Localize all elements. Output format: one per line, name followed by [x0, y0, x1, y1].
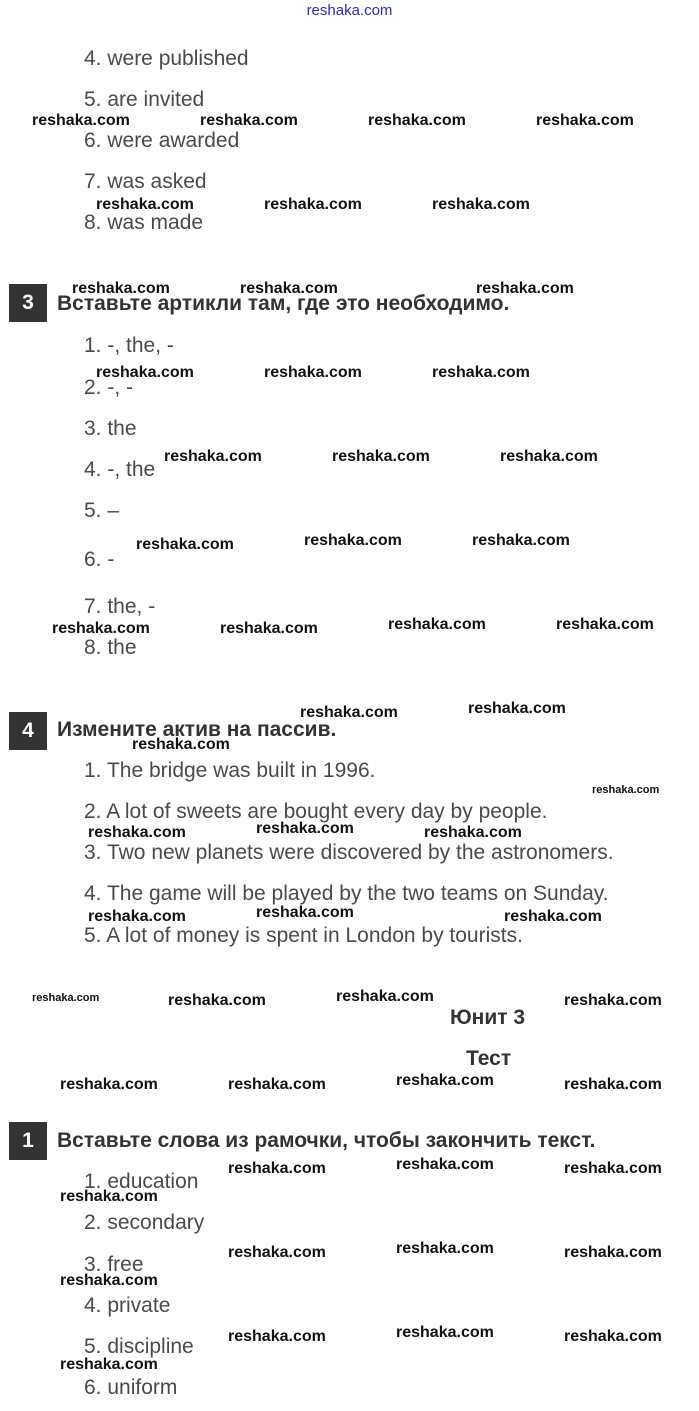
answer-item: 6. were awarded [84, 129, 240, 152]
watermark-text: reshaka.com [88, 824, 186, 841]
watermark-text: reshaka.com [264, 196, 362, 213]
answer-item: 3. the [84, 417, 137, 440]
watermark-text: reshaka.com [132, 736, 230, 753]
watermark-text: reshaka.com [592, 784, 660, 796]
watermark-text: reshaka.com [300, 704, 398, 721]
watermark-text: reshaka.com [396, 1240, 494, 1257]
answer-item: 4. were published [84, 47, 249, 70]
watermark-text: reshaka.com [536, 112, 634, 129]
watermark-text: reshaka.com [96, 196, 194, 213]
answer-item: 2. -, - [84, 376, 134, 399]
answer-item: 5. discipline [84, 1335, 194, 1358]
section-number-badge: 3 [9, 284, 47, 322]
section-number-badge: 1 [9, 1122, 47, 1160]
watermark-text: reshaka.com [472, 532, 570, 549]
watermark-text: reshaka.com [264, 364, 362, 381]
section-title: Вставьте артикли там, где это необходимо. [57, 292, 510, 315]
answer-item: 5. A lot of money is spent in London by tourists. [84, 924, 523, 947]
watermark-text: reshaka.com [556, 616, 654, 633]
watermark-text: reshaka.com [396, 1072, 494, 1089]
watermark-text: reshaka.com [564, 1076, 662, 1093]
watermark-text: reshaka.com [228, 1160, 326, 1177]
unit-title: Юнит 3 [450, 1006, 526, 1029]
watermark-text: reshaka.com [332, 448, 430, 465]
answer-item: 5. are invited [84, 88, 205, 111]
watermark-text: reshaka.com [60, 1356, 158, 1373]
section-title: Измените актив на пассив. [57, 718, 337, 741]
unit-subtitle: Тест [466, 1047, 512, 1070]
watermark-text: reshaka.com [500, 448, 598, 465]
answer-item: 6. - [84, 548, 115, 571]
watermark-text: reshaka.com [564, 1328, 662, 1345]
watermark-text: reshaka.com [564, 1244, 662, 1261]
answer-item: 5. – [84, 499, 120, 522]
watermark-text: reshaka.com [468, 700, 566, 717]
answer-item: 4. The game will be played by the two teams on Sunday. [84, 882, 609, 905]
answer-item: 1. -, the, - [84, 334, 174, 357]
answer-item: 2. A lot of sweets are bought every day by people. [84, 800, 548, 823]
answer-item: 6. uniform [84, 1376, 178, 1399]
answer-item: 8. the [84, 636, 137, 659]
watermark-text: reshaka.com [32, 112, 130, 129]
site-header[interactable]: reshaka.com [306, 2, 393, 19]
watermark-text: reshaka.com [432, 364, 530, 381]
watermark-text: reshaka.com [256, 820, 354, 837]
answer-item: 1. education [84, 1170, 199, 1193]
answer-item: 7. was asked [84, 170, 207, 193]
watermark-text: reshaka.com [396, 1156, 494, 1173]
watermark-text: reshaka.com [60, 1188, 158, 1205]
answer-item: 8. was made [84, 211, 204, 234]
watermark-text: reshaka.com [256, 904, 354, 921]
section-number-badge: 4 [9, 712, 47, 750]
watermark-text: reshaka.com [304, 532, 402, 549]
watermark-text: reshaka.com [72, 280, 170, 297]
answer-item: 4. private [84, 1294, 171, 1317]
watermark-text: reshaka.com [96, 364, 194, 381]
watermark-text: reshaka.com [336, 988, 434, 1005]
watermark-text: reshaka.com [228, 1076, 326, 1093]
watermark-text: reshaka.com [60, 1272, 158, 1289]
answer-item: 7. the, - [84, 595, 156, 618]
watermark-text: reshaka.com [60, 1076, 158, 1093]
watermark-text: reshaka.com [136, 536, 234, 553]
watermark-text: reshaka.com [564, 992, 662, 1009]
answer-item: 3. Two new planets were discovered by the astronomers. [84, 841, 614, 864]
watermark-text: reshaka.com [228, 1244, 326, 1261]
watermark-text: reshaka.com [564, 1160, 662, 1177]
watermark-text: reshaka.com [504, 908, 602, 925]
watermark-text: reshaka.com [476, 280, 574, 297]
section-title: Вставьте слова из рамочки, чтобы закончить текст. [57, 1129, 596, 1152]
watermark-text: reshaka.com [168, 992, 266, 1009]
answer-item: 3. free [84, 1253, 144, 1276]
answer-item: 1. The bridge was built in 1996. [84, 759, 376, 782]
watermark-text: reshaka.com [368, 112, 466, 129]
watermark-text: reshaka.com [388, 616, 486, 633]
watermark-text: reshaka.com [200, 112, 298, 129]
answer-item: 4. -, the [84, 458, 156, 481]
watermark-text: reshaka.com [228, 1328, 326, 1345]
watermark-text: reshaka.com [424, 824, 522, 841]
watermark-text: reshaka.com [88, 908, 186, 925]
watermark-text: reshaka.com [164, 448, 262, 465]
watermark-text: reshaka.com [32, 992, 100, 1004]
watermark-text: reshaka.com [52, 620, 150, 637]
watermark-text: reshaka.com [432, 196, 530, 213]
watermark-text: reshaka.com [220, 620, 318, 637]
watermark-text: reshaka.com [396, 1324, 494, 1341]
watermark-text: reshaka.com [240, 280, 338, 297]
answer-item: 2. secondary [84, 1211, 205, 1234]
